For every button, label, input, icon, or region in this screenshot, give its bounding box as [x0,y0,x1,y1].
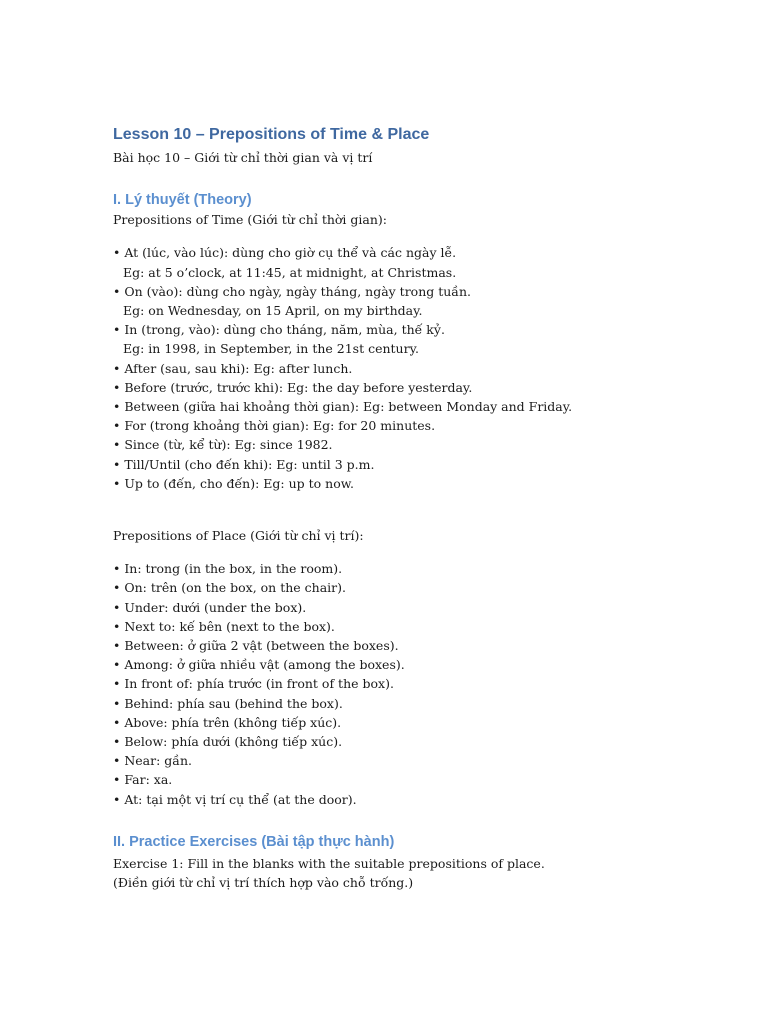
time-item: • Since (từ, kể từ): Eg: since 1982. [113,437,333,453]
time-intro: Prepositions of Time (Giới từ chỉ thời gian): [113,212,387,228]
time-item: • Before (trước, trước khi): Eg: the day before yesterday. [113,379,473,395]
exercise-1-instruction: Exercise 1: Fill in the blanks with the suitable prepositions of place. [113,855,545,871]
time-item: • After (sau, sau khi): Eg: after lunch. [113,360,353,376]
practice-heading: II. Practice Exercises (Bài tập thực hành) [113,833,395,850]
place-item: • In: trong (in the box, in the room). [113,561,343,577]
time-item: • On (vào): dùng cho ngày, ngày tháng, ngày trong tuần. [113,283,471,299]
place-item: • Between: ở giữa 2 vật (between the boxes). [113,638,399,654]
place-item: • Behind: phía sau (behind the box). [113,695,343,711]
time-item: • In (trong, vào): dùng cho tháng, năm, mùa, thế kỷ. [113,322,445,338]
time-item-example: Eg: at 5 o’clock, at 11:45, at midnight, at Christmas. [123,264,457,280]
place-item: • Next to: kế bên (next to the box). [113,618,335,634]
lesson-title: Lesson 10 – Prepositions of Time & Place [113,126,430,143]
time-item-example: Eg: on Wednesday, on 15 April, on my birthday. [123,303,423,319]
place-item: • On: trên (on the box, on the chair). [113,580,346,596]
place-item: • At: tại một vị trí cụ thể (at the door). [113,791,357,807]
time-item: • Till/Until (cho đến khi): Eg: until 3 p.m. [113,456,375,472]
place-item: • Under: dưới (under the box). [113,599,307,615]
time-item: • Between (giữa hai khoảng thời gian): Eg: between Monday and Friday. [113,399,573,415]
time-prepositions-list [113,243,733,493]
exercise-1-instruction-vi: (Điền giới từ chỉ vị trí thích hợp vào chỗ trống.) [113,875,414,891]
place-intro: Prepositions of Place (Giới từ chỉ vị trí): [113,528,364,544]
place-item: • Below: phía dưới (không tiếp xúc). [113,734,343,750]
time-item: • For (trong khoảng thời gian): Eg: for 20 minutes. [113,418,436,434]
place-item: • Above: phía trên (không tiếp xúc). [113,714,342,730]
time-item: • Up to (đến, cho đến): Eg: up to now. [113,475,354,491]
place-item: • Among: ở giữa nhiều vật (among the boxes). [113,657,405,673]
place-item: • Far: xa. [113,772,173,788]
place-prepositions-list [113,559,733,809]
place-item: • Near: gần. [113,753,192,769]
time-item: • At (lúc, vào lúc): dùng cho giờ cụ thể và các ngày lễ. [113,245,457,261]
document-page [113,124,733,892]
place-item: • In front of: phía trước (in front of the box). [113,676,394,692]
lesson-subtitle: Bài học 10 – Giới từ chỉ thời gian và vị trí [113,150,373,165]
time-item-example: Eg: in 1998, in September, in the 21st century. [123,341,419,357]
theory-heading: I. Lý thuyết (Theory) [113,192,252,209]
